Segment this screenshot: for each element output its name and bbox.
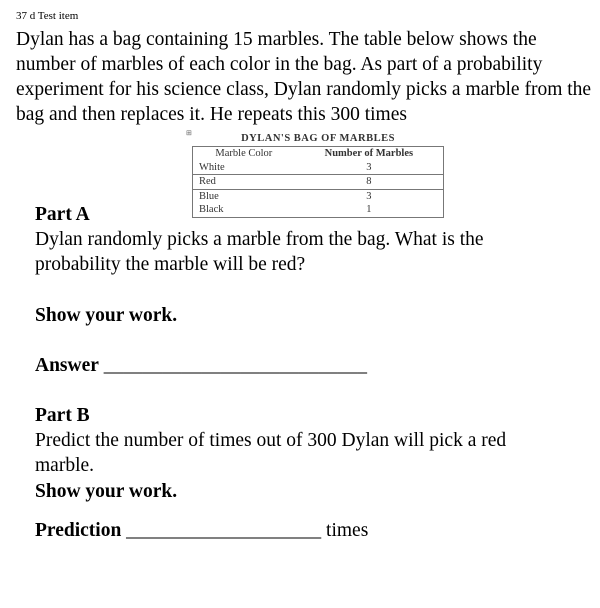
header-color: Marble Color xyxy=(215,148,273,160)
table-anchor-icon: ⊞ xyxy=(186,129,192,137)
part-b-question-line1: Predict the number of times out of 300 Dylan will pick a red xyxy=(35,430,507,451)
prediction-blank[interactable]: ____________________ xyxy=(126,520,322,541)
cell-color: Blue xyxy=(199,190,219,202)
part-a-question-line1: Dylan randomly picks a marble from the bag. What is the xyxy=(35,229,484,250)
header-count: Number of Marbles xyxy=(324,148,414,160)
answer-line xyxy=(35,355,367,377)
cell-color: Black xyxy=(199,204,224,216)
prediction-line xyxy=(35,520,368,542)
prediction-unit: times xyxy=(326,520,369,541)
table-header xyxy=(193,147,444,161)
cell-color: Red xyxy=(193,175,295,190)
cell-count: 8 xyxy=(295,175,444,190)
table-row xyxy=(193,203,444,217)
answer-label: Answer xyxy=(35,355,99,376)
part-b-heading: Part B xyxy=(35,405,90,426)
table-row xyxy=(193,189,444,203)
cell-count: 3 xyxy=(295,161,444,175)
table-title: DYLAN'S BAG OF MARBLES xyxy=(241,133,395,144)
part-a-show-work: Show your work. xyxy=(35,305,178,326)
prediction-label: Prediction xyxy=(35,520,122,541)
part-a-heading: Part A xyxy=(35,204,90,225)
cell-color: White xyxy=(193,161,295,175)
answer-blank[interactable]: ___________________________ xyxy=(103,355,368,376)
part-b-question-line2: marble. xyxy=(35,455,95,476)
part-b-show-work: Show your work. xyxy=(35,481,178,502)
table-row xyxy=(193,175,444,190)
cell-count: 1 xyxy=(366,204,372,216)
item-label: 37 d Test item xyxy=(16,10,79,22)
table-row xyxy=(193,161,444,175)
intro-text: Dylan has a bag containing 15 marbles. The table below shows the number of marbles of each color in the bag. As part of a probability experiment for his science class, Dylan randomly picks a marble from the bag and then replaces it. He repeats this 300 times xyxy=(16,29,592,125)
part-a-question-line2: probability the marble will be red? xyxy=(35,254,306,275)
cell-count: 3 xyxy=(366,190,372,202)
marbles-table xyxy=(192,146,444,218)
